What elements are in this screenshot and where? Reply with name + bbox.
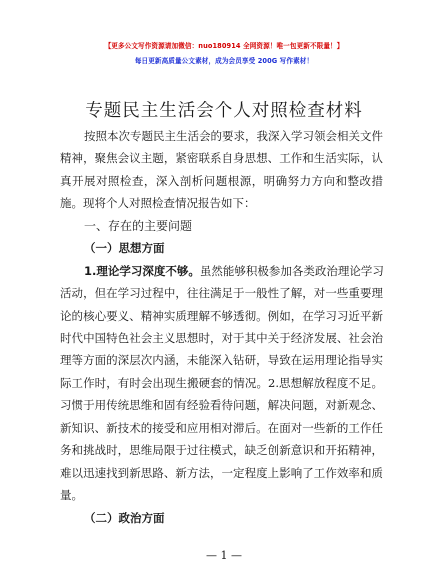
paragraph-line bbox=[84, 263, 383, 279]
point-text: 虽然能够积极参加各类政治理论学习 bbox=[199, 264, 384, 278]
document-title: 专题民主生活会个人对照检查材料 bbox=[85, 101, 363, 121]
paragraph-line: 理等方面的深层次内涵，未能深入钻研，导致在运用理论指导实 bbox=[60, 353, 383, 367]
section-heading: 一、存在的主要问题 bbox=[84, 219, 193, 233]
paragraph-line: 务和挑战时，思维局限于过往模式，缺乏创新意识和开拓精神， bbox=[60, 443, 383, 457]
paragraph-line: 际工作时，有时会出现生搬硬套的情况。2.思想解放程度不足。 bbox=[60, 376, 383, 390]
page-number: — 1 — bbox=[206, 549, 242, 562]
point-title: 1.理论学习深度不够。 bbox=[84, 264, 200, 278]
promo-banner-line-2: 每日更新高质量公文素材，成为会员享受 200G 写作素材！ bbox=[134, 57, 314, 65]
paragraph-line: 新知识、新技术的接受和应用相对滞后。在面对一些新的工作任 bbox=[60, 421, 383, 435]
paragraph-line: 难以迅速找到新思路、新方法，一定程度上影响了工作效率和质 bbox=[60, 466, 383, 480]
subsection-heading: （一）思想方面 bbox=[84, 241, 165, 255]
paragraph-line: 习惯于用传统思维和固有经验看待问题，解决问题，对新观念、 bbox=[60, 398, 383, 412]
paragraph-line: 量。 bbox=[60, 488, 83, 502]
subsection-heading: （二）政治方面 bbox=[84, 511, 165, 525]
paragraph-line: 活动，但在学习过程中，往往满足于一般性了解，对一些重要理 bbox=[60, 286, 383, 300]
intro-line: 施。现将个人对照检查情况报告如下： bbox=[60, 196, 256, 210]
promo-banner-line-1: 【更多公文写作资源请加微信：nuo180914 全网资源！唯一包更新不限量！】 bbox=[104, 42, 344, 50]
intro-line: 按照本次专题民主生活会的要求，我深入学习领会相关文件 bbox=[84, 129, 383, 143]
intro-line: 真开展对照检查，深入剖析问题根源，明确努力方向和整改措 bbox=[60, 174, 383, 188]
paragraph-line: 时代中国特色社会主义思想时，对于其中关于经济发展、社会治 bbox=[60, 331, 383, 345]
paragraph-line: 论的核心要义、精神实质理解不够透彻。例如，在学习习近平新 bbox=[60, 309, 383, 323]
intro-line: 精神，聚焦会议主题，紧密联系自身思想、工作和生活实际，认 bbox=[60, 151, 383, 165]
